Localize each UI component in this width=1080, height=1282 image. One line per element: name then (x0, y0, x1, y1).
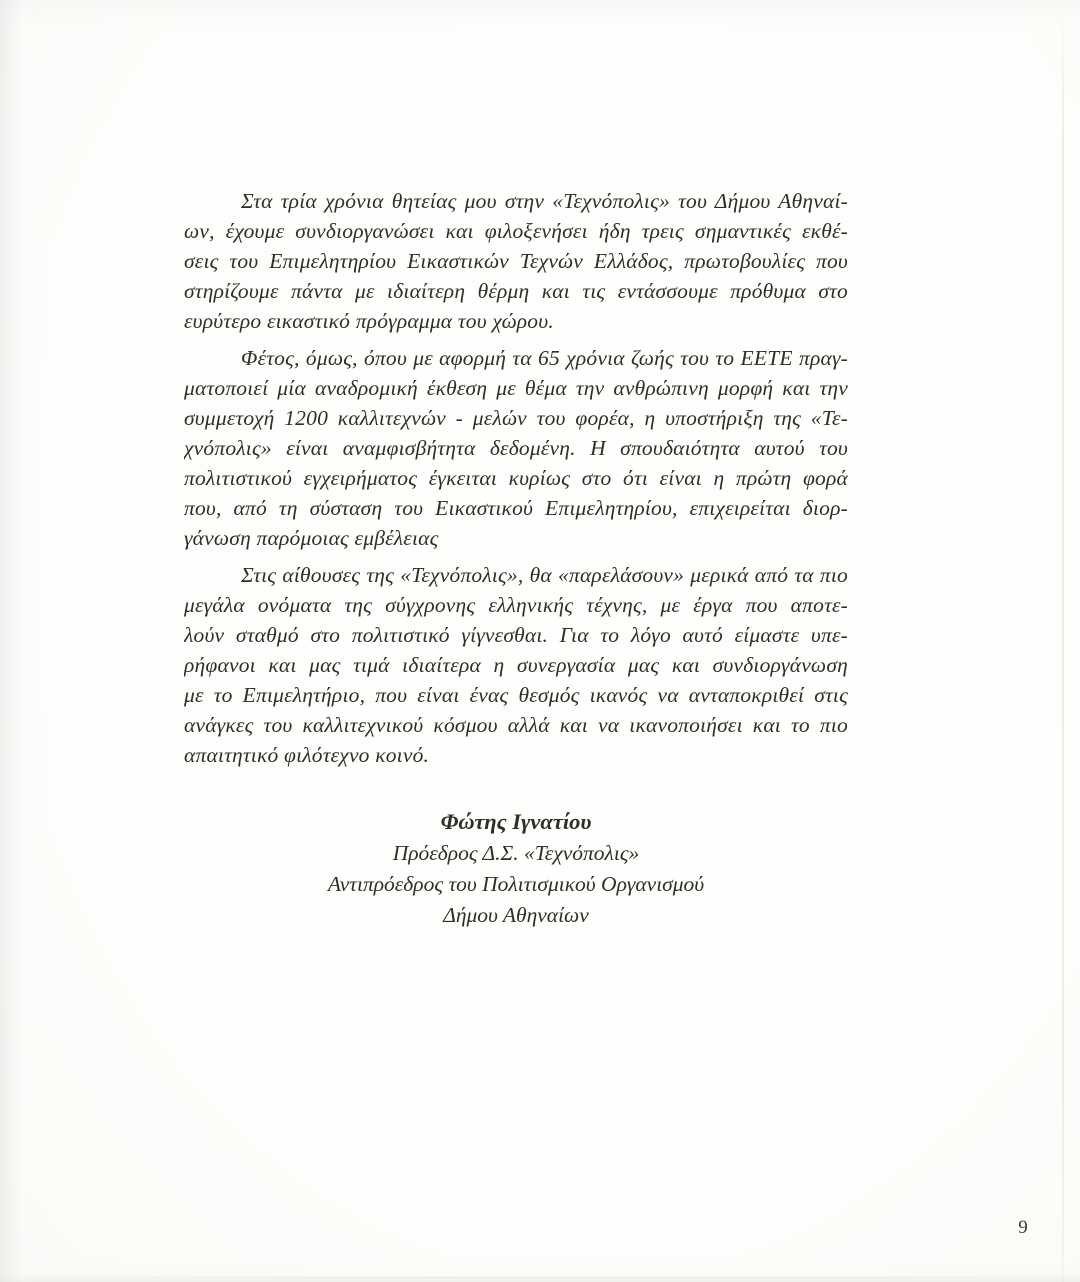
text-line: πολιτιστικού εγχειρήματος έγκειται κυρίως στο ότι είναι η πρώτη φορά (184, 466, 848, 490)
text-line: ματοποιεί μία αναδρομική έκθεση με θέμα την ανθρώπινη μορφή και την (184, 376, 848, 400)
text-line: σεις του Επιμελητηρίου Εικαστικών Τεχνών Ελλάδος, πρωτοβουλίες που (184, 249, 848, 273)
signature-block (184, 806, 848, 931)
text-line: συμμετοχή 1200 καλλιτεχνών - μελών του φορέα, η υποστήριξη της «Τε- (184, 406, 848, 430)
paragraph-1 (184, 186, 848, 336)
text-line: απαιτητικό φιλότεχνο κοινό. (184, 743, 430, 767)
text-line: ευρύτερο εικαστικό πρόγραμμα του χώρου. (184, 309, 554, 333)
body-text (184, 186, 848, 770)
text-line: ων, έχουμε συνδιοργανώσει και φιλοξενήσει ήδη τρεις σημαντικές εκθέ- (184, 219, 848, 243)
paragraph-3 (184, 560, 848, 770)
page-edge-shadow (1062, 0, 1064, 1282)
paragraph-2 (184, 343, 848, 553)
text-line: λούν σταθμό στο πολιτιστικό γίγνεσθαι. Για το λόγο αυτό είμαστε υπε- (184, 623, 848, 647)
text-line: Στα τρία χρόνια θητείας μου στην «Τεχνόπολις» του Δήμου Αθηναί- (241, 189, 848, 213)
text-line: με το Επιμελητήριο, που είναι ένας θεσμός ικανός να ανταποκριθεί στις (184, 683, 848, 707)
text-line: μεγάλα ονόματα της σύγχρονης ελληνικής τέχνης, με έργα που αποτε- (184, 593, 848, 617)
signature-role: Αντιπρόεδρος του Πολιτισμικού Οργανισμού (327, 872, 705, 896)
signature-name: Φώτης Ιγνατίου (440, 809, 592, 834)
text-line: Στις αίθουσες της «Τεχνόπολις», θα «παρελάσουν» μερικά από τα πιο (241, 563, 848, 587)
signature-role: Δήμου Αθηναίων (443, 903, 589, 927)
text-line: στηρίζουμε πάντα με ιδιαίτερη θέρμη και τις εντάσσουμε πρόθυμα στο (184, 279, 848, 303)
text-line: ανάγκες του καλλιτεχνικού κόσμου αλλά και να ικανοποιήσει και το πιο (184, 713, 848, 737)
text-line: χνόπολις» είναι αναμφισβήτητα δεδομένη. Η σπουδαιότητα αυτού του (184, 436, 848, 460)
text-line: ρήφανοι και μας τιμά ιδιαίτερα η συνεργασία μας και συνδιοργάνωση (184, 653, 848, 677)
text-line: που, από τη σύσταση του Εικαστικού Επιμελητηρίου, επιχειρείται διορ- (184, 496, 848, 520)
text-line: Φέτος, όμως, όπου με αφορμή τα 65 χρόνια ζωής του το ΕΕΤΕ πραγ- (241, 346, 848, 370)
signature-role: Πρόεδρος Δ.Σ. «Τεχνόπολις» (392, 841, 640, 865)
text-line: γάνωση παρόμοιας εμβέλειας (184, 526, 439, 550)
page-number: 9 (1018, 1217, 1028, 1238)
page-edge-shadow-bottom (0, 1277, 1080, 1278)
